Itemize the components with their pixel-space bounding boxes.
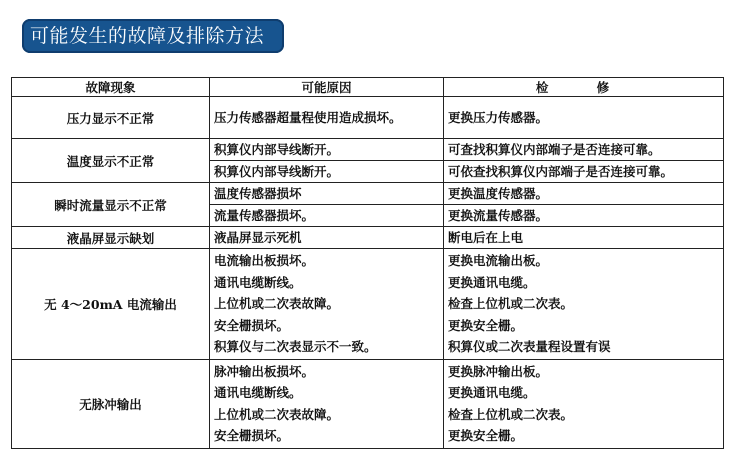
table-row xyxy=(12,97,724,139)
cause-line: 积算仪与二次表显示不一致。 xyxy=(214,339,377,354)
cause-line: 通讯电缆断线。 xyxy=(214,274,302,290)
cause-cell: 流量传感器损坏。 xyxy=(210,205,444,227)
table-row xyxy=(12,183,724,205)
repair-cell: 更换压力传感器。 xyxy=(444,97,724,139)
repair-cell: 断电后在上电 xyxy=(444,227,724,249)
table-row xyxy=(12,359,724,448)
table-row xyxy=(12,227,724,249)
repair-line: 更换安全栅。 xyxy=(448,428,524,443)
repair-cell: 更换流量传感器。 xyxy=(444,205,724,227)
repair-line: 更换脉冲输出板。 xyxy=(448,363,549,379)
repair-line: 检查上位机或二次表。 xyxy=(448,406,574,422)
repair-line: 更换电流输出板。 xyxy=(448,253,549,268)
cause-cell: 温度传感器损坏 xyxy=(210,183,444,205)
cause-line: 脉冲输出板损坏。 xyxy=(214,363,315,379)
header-repair: 检 修 xyxy=(444,78,724,97)
cause-line: 安全栅损坏。 xyxy=(214,317,290,333)
symptom-cell: 液晶屏显示缺划 xyxy=(12,227,210,249)
repair-cell xyxy=(444,249,724,360)
header-cause: 可能原因 xyxy=(210,78,444,97)
table-row xyxy=(12,249,724,360)
repair-line: 检查上位机或二次表。 xyxy=(448,296,574,311)
cause-line: 安全栅损坏。 xyxy=(214,428,290,443)
cause-line: 上位机或二次表故障。 xyxy=(214,296,340,311)
repair-cell: 更换温度传感器。 xyxy=(444,183,724,205)
table-row xyxy=(12,139,724,161)
cause-cell: 压力传感器超量程使用造成损坏。 xyxy=(210,97,444,139)
cause-cell xyxy=(210,359,444,448)
cause-cell: 积算仪内部导线断开。 xyxy=(210,139,444,161)
cause-line: 上位机或二次表故障。 xyxy=(214,406,340,422)
section-title: 可能发生的故障及排除方法 xyxy=(22,19,284,53)
symptom-cell: 无脉冲输出 xyxy=(12,359,210,448)
symptom-cell: 压力显示不正常 xyxy=(12,97,210,139)
symptom-cell: 温度显示不正常 xyxy=(12,139,210,183)
symptom-cell: 无 4～20mA 电流输出 xyxy=(12,249,210,360)
repair-line: 积算仪或二次表量程设置有误 xyxy=(448,339,611,354)
header-symptom: 故障现象 xyxy=(12,78,210,97)
cause-cell xyxy=(210,249,444,360)
cause-cell: 积算仪内部导线断开。 xyxy=(210,161,444,183)
fault-table xyxy=(11,77,724,449)
table-header-row xyxy=(12,78,724,97)
repair-cell xyxy=(444,359,724,448)
repair-line: 更换通讯电缆。 xyxy=(448,274,536,290)
cause-line: 电流输出板损坏。 xyxy=(214,253,315,268)
cause-cell: 液晶屏显示死机 xyxy=(210,227,444,249)
repair-line: 更换安全栅。 xyxy=(448,317,524,333)
repair-cell: 可查找积算仪内部端子是否连接可靠。 xyxy=(444,139,724,161)
repair-cell: 可依查找积算仪内部端子是否连接可靠。 xyxy=(444,161,724,183)
repair-line: 更换通讯电缆。 xyxy=(448,385,536,400)
cause-line: 通讯电缆断线。 xyxy=(214,385,302,400)
symptom-cell: 瞬时流量显示不正常 xyxy=(12,183,210,227)
